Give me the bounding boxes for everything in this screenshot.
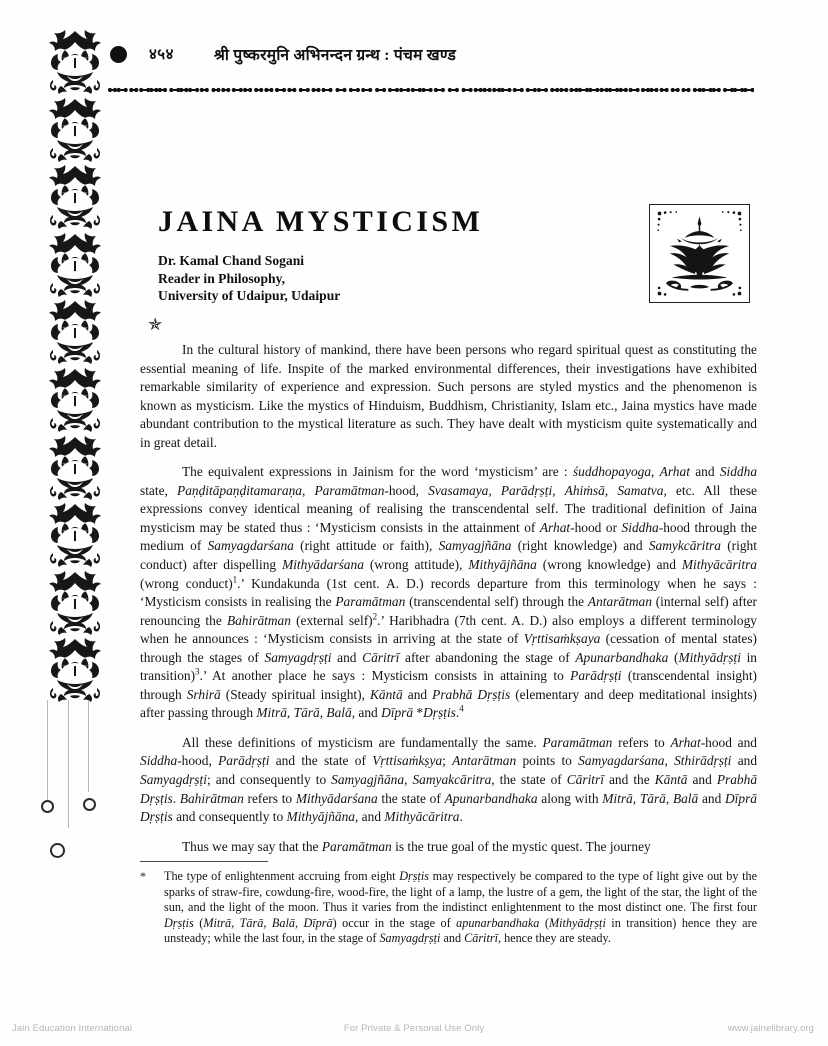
folio-number: ४५४	[149, 47, 174, 63]
ornament-motif	[45, 501, 105, 569]
ornament-motif	[45, 28, 105, 96]
ornament-motif	[45, 163, 105, 231]
author-block	[158, 252, 340, 305]
binding-hole	[41, 800, 54, 813]
decorative-border-ornament	[44, 28, 106, 704]
scan-line	[47, 700, 48, 804]
paragraph: All these definitions of mysticism are fundamentally the same. Paramātman refers to Arhat-hood and Siddha-hood, Parādṛṣṭi and the state of Vṛttisaṁkṣya; Antarātman points to Samyagdarśana, Sthirādṛṣṭi and Samyagdṛṣṭi; and consequently to Samyagjñāna, Samyakcāritra, the state of Cāritrī and the Kāntā and Prabhā Dṛṣṭis. Bahirātman refers to Mithyādarśana the state of Apunarbandhaka along with Mitrā, Tārā, Balā and Dīprā Dṛṣṭis and consequently to Mithyājñāna, and Mithyācāritra.	[140, 734, 758, 825]
paragraph: The equivalent expressions in Jainism for the word ‘mysticism’ are : śuddhopayoga, Arhat and Siddha state, Paṇḍitāpaṇḍitamaraṇa, Paramātman-hood, Svasamaya, Parādṛṣṭi, Ahiṁsā, Samatva, etc. All these expressions convey identical meaning of realising the transcendental self. The traditional definition of Jaina mysticism may be stated thus : ‘Mysticism consists in the attainment of Arhat-hood or Siddha-hood through the medium of Samyagdarśana (right attitude or faith), Samyagjñāna (right knowledge) and Samykcāritra (right conduct) after dispelling Mithyādarśana (wrong attitude), Mithyājñāna (wrong knowledge) and Mithyācāritra (wrong conduct)$^1$.’ Kundakunda (1st cent. A. D.) records departure from this terminology when he says : ‘Mysticism consists in realising the Paramātman (transcendental self) through the Antarātman (internal self) after renouncing the Bahirātman (external self)$^2$.’ Haribhadra (7th cent. A. D.) also employs a different terminology when he announces : ‘Mysticism consists in arriving at the state of Vṛttisaṁkṣaya (cessation of mental states) through the stages of Samyagdṛṣṭi and Cāritrī after abandoning the stage of Apunarbandhaka (Mithyādṛṣṭi in transition)$^3$.’ At another place he says : Mysticism consists in attaining to Parādṛṣṭi (transcendental insight) through Srhirā (Steady spiritual insight), Kāntā and Prabhā Dṛṣṭis (elementary and deep meditational insights) after passing through Mitrā, Tārā, Balā, and Dīprā *Dṛṣṭis.$^4$	[140, 464, 758, 721]
binding-hole	[83, 798, 96, 811]
author-affiliation: University of Udaipur, Udaipur	[158, 288, 341, 303]
ornament-motif	[45, 231, 105, 299]
author-designation: Reader in Philosophy,	[158, 270, 286, 286]
page-footer	[0, 1018, 828, 1038]
ornament-motif	[45, 96, 105, 164]
star-icon: ✯	[148, 315, 163, 334]
ornamental-divider	[108, 84, 754, 96]
footer-right-link[interactable]: www.jainelibrary.org	[727, 1022, 814, 1034]
running-title: श्री पुष्करमुनि अभिनन्दन ग्रन्थ : पंचम खण्ड	[213, 47, 457, 64]
ornament-motif	[45, 366, 105, 434]
footnote	[140, 869, 757, 947]
ornament-motif	[45, 434, 105, 502]
footnote-text: The type of enlightenment accruing from eight Dṛṣṭis may respectively be compared to the type of light give out by the sparks of straw-fire, cowdung-fire, wood-fire, the light of a lamp, the lustre of a gem, the light of the star, the light of the sun, and the light of the moon. Thus it varies from the indistinct enlightenment to the most distinct one. The first four Dṛṣṭis (Mitrā, Tārā, Balā, Dīprā) occur in the stage of apunarbandhaka (Mithyādṛṣṭi in transition) hence they are unsteady; while the last four, in the stage of Samyagdṛṣṭi and Cāritrī, hence they are steady.	[164, 869, 758, 946]
ornament-motif	[45, 298, 105, 366]
footer-left-text: Jain Education International	[12, 1022, 133, 1034]
paragraph: Thus we may say that the Paramātman is the true goal of the mystic quest. The journey	[182, 838, 651, 854]
footnote-separator	[140, 861, 268, 862]
paragraph: In the cultural history of mankind, there have been persons who regard spiritual quest as constituting the essential meaning of life. Inspite of the marked environmental differences, their investigations have exhibited remarkable similarity of experience and expression. Such persons are styled mystics and the phenomenon is known as mysticism. Like the mystics of Hinduism, Buddhism, Christianity, Islam etc., Jaina mystics have made abundant contribution to the mystical literature as such. They have dealt with mysticism quite systematically and in great detail.	[140, 342, 757, 450]
scan-line	[88, 700, 89, 792]
scan-line	[68, 700, 69, 828]
ornament-motif	[45, 569, 105, 637]
binding-hole	[50, 843, 65, 858]
author-name: Dr. Kamal Chand Sogani	[158, 253, 305, 268]
footnote-marker: *	[140, 869, 146, 883]
filled-circle-icon	[110, 46, 127, 63]
page-header	[110, 40, 750, 68]
ornament-motif	[45, 636, 105, 704]
page-title: JAINA MYSTICISM	[158, 205, 484, 238]
footer-center-text: For Private & Personal Use Only	[343, 1022, 485, 1034]
article-body	[140, 341, 757, 867]
jain-emblem-icon	[649, 204, 750, 303]
